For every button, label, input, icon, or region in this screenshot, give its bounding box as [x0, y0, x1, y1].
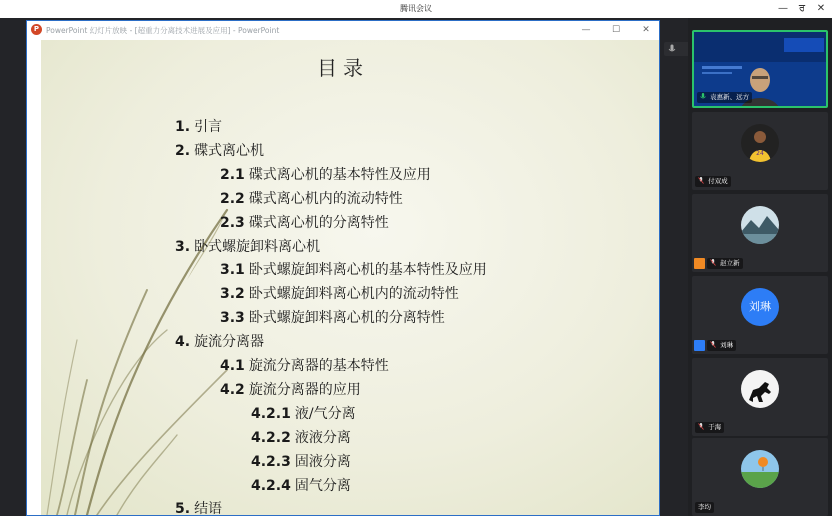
participant-name: 赵立新 — [707, 258, 743, 269]
svg-text:24: 24 — [756, 150, 764, 157]
ppt-close-button[interactable]: ✕ — [642, 25, 650, 35]
toc-item — [220, 164, 431, 184]
participant-name: 刘琳 — [707, 340, 736, 351]
participant-name: 李均 — [695, 502, 714, 513]
toc-item-text: 引言 — [194, 119, 223, 135]
toc-item-text: 碟式离心机的基本特性及应用 — [248, 166, 431, 183]
toc-item-number: 4. — [175, 334, 191, 351]
participant-name: 袁惠新、远方 — [697, 92, 752, 103]
toc-item-number: 5. — [175, 501, 191, 515]
mountain-lake-avatar — [741, 206, 779, 244]
toc-item-text: 液/气分离 — [294, 405, 356, 422]
participant-tile[interactable] — [692, 438, 828, 516]
meeting-title-bar — [0, 0, 832, 18]
toc-item — [220, 307, 445, 327]
microphone-muted-icon — [698, 423, 704, 430]
toc-item-text: 卧式螺旋卸料离心机内的流动特性 — [248, 286, 459, 303]
participant-name: 于海 — [695, 422, 724, 433]
toc-item-number: 2.2 — [220, 190, 245, 207]
powerpoint-logo-icon: P — [31, 24, 42, 35]
participant-tile[interactable] — [692, 358, 828, 436]
toc-item-number: 3.3 — [220, 310, 245, 327]
participant-name: 付双成 — [695, 176, 731, 187]
slide-canvas[interactable] — [27, 40, 659, 515]
ppt-minimize-button[interactable]: — — [581, 25, 591, 35]
participant-tile[interactable] — [692, 276, 828, 354]
toc-item-text: 旋流分离器的基本特性 — [248, 358, 389, 374]
toc-item — [220, 355, 389, 375]
toc-item-text: 碟式离心机的分离特性 — [248, 214, 389, 231]
toc-item-text: 固液分离 — [294, 453, 351, 470]
powerpoint-title-bar — [27, 21, 659, 40]
toc-item — [220, 188, 403, 208]
toc-item-text: 碟式离心机 — [194, 142, 265, 159]
basketball-player-avatar — [741, 124, 779, 162]
microphone-on-icon — [700, 93, 706, 100]
toc-item — [251, 475, 351, 495]
cohost-badge-icon — [694, 340, 705, 351]
initials-avatar: 刘琳 — [741, 288, 779, 326]
toc-item-number: 3. — [175, 238, 191, 255]
toc-item — [175, 498, 222, 515]
toc-item — [251, 427, 351, 447]
toc-item-text: 卧式螺旋卸料离心机的分离特性 — [248, 310, 445, 327]
toc-item-number: 3.1 — [220, 262, 245, 279]
toc-item-text: 液液分离 — [294, 429, 351, 446]
toc-item-text: 卧式螺旋卸料离心机的基本特性及应用 — [248, 262, 487, 279]
close-button[interactable]: ✕ — [816, 3, 826, 14]
toc-item — [220, 379, 361, 399]
microphone-muted-icon — [710, 341, 716, 348]
participant-tile[interactable] — [692, 112, 828, 190]
toc-item — [175, 140, 264, 160]
toc-item — [220, 283, 459, 303]
toc-item-number: 2. — [175, 142, 191, 159]
ppt-maximize-button[interactable]: ☐ — [611, 25, 621, 35]
participant-tile-video[interactable] — [692, 30, 828, 108]
toc-item — [251, 403, 356, 423]
horse-silhouette-avatar — [741, 370, 779, 408]
host-badge-icon — [694, 258, 705, 269]
meeting-window-title: 腾讯会议 — [400, 4, 432, 13]
toc-item — [251, 451, 351, 471]
balloon-landscape-avatar — [741, 450, 779, 488]
toc-item — [175, 116, 222, 136]
microphone-muted-icon — [710, 259, 716, 266]
toc-item-number: 4.2.2 — [251, 429, 291, 446]
powerpoint-window — [26, 20, 660, 516]
toc-item — [220, 212, 389, 232]
toc-item-number: 1. — [175, 119, 191, 135]
toc-item — [175, 236, 320, 256]
toc-item-text: 卧式螺旋卸料离心机 — [194, 238, 321, 255]
restore-button[interactable]: ਰ — [798, 3, 806, 14]
toc-item — [175, 331, 264, 351]
toc-item-number: 4.1 — [220, 358, 245, 374]
toc-item-number: 4.2.4 — [251, 477, 291, 494]
toc-item-text: 碟式离心机内的流动特性 — [248, 190, 403, 207]
toc-item-text: 旋流分离器的应用 — [248, 381, 361, 398]
toc-item-number: 4.2.1 — [251, 405, 291, 422]
toc-item-number: 2.3 — [220, 214, 245, 231]
toc-item-number: 4.2 — [220, 381, 245, 398]
toc-item-number: 3.2 — [220, 286, 245, 303]
powerpoint-window-title: PowerPoint 幻灯片放映 - [超重力分离技术进展及应用] - PowerPoint — [46, 26, 280, 35]
toc-item — [220, 259, 487, 279]
toc-item-text: 固气分离 — [294, 477, 351, 494]
microphone-muted-icon — [698, 177, 704, 184]
toc-item-text: 旋流分离器 — [194, 334, 265, 351]
microphone-icon — [668, 44, 676, 54]
minimize-button[interactable]: — — [778, 3, 788, 14]
participant-tile[interactable] — [692, 194, 828, 272]
table-of-contents — [27, 40, 659, 515]
toc-item-text: 结语 — [194, 501, 223, 515]
toc-item-number: 2.1 — [220, 166, 245, 183]
slide-title: 目录 — [317, 56, 369, 80]
toc-item-number: 4.2.3 — [251, 453, 291, 470]
